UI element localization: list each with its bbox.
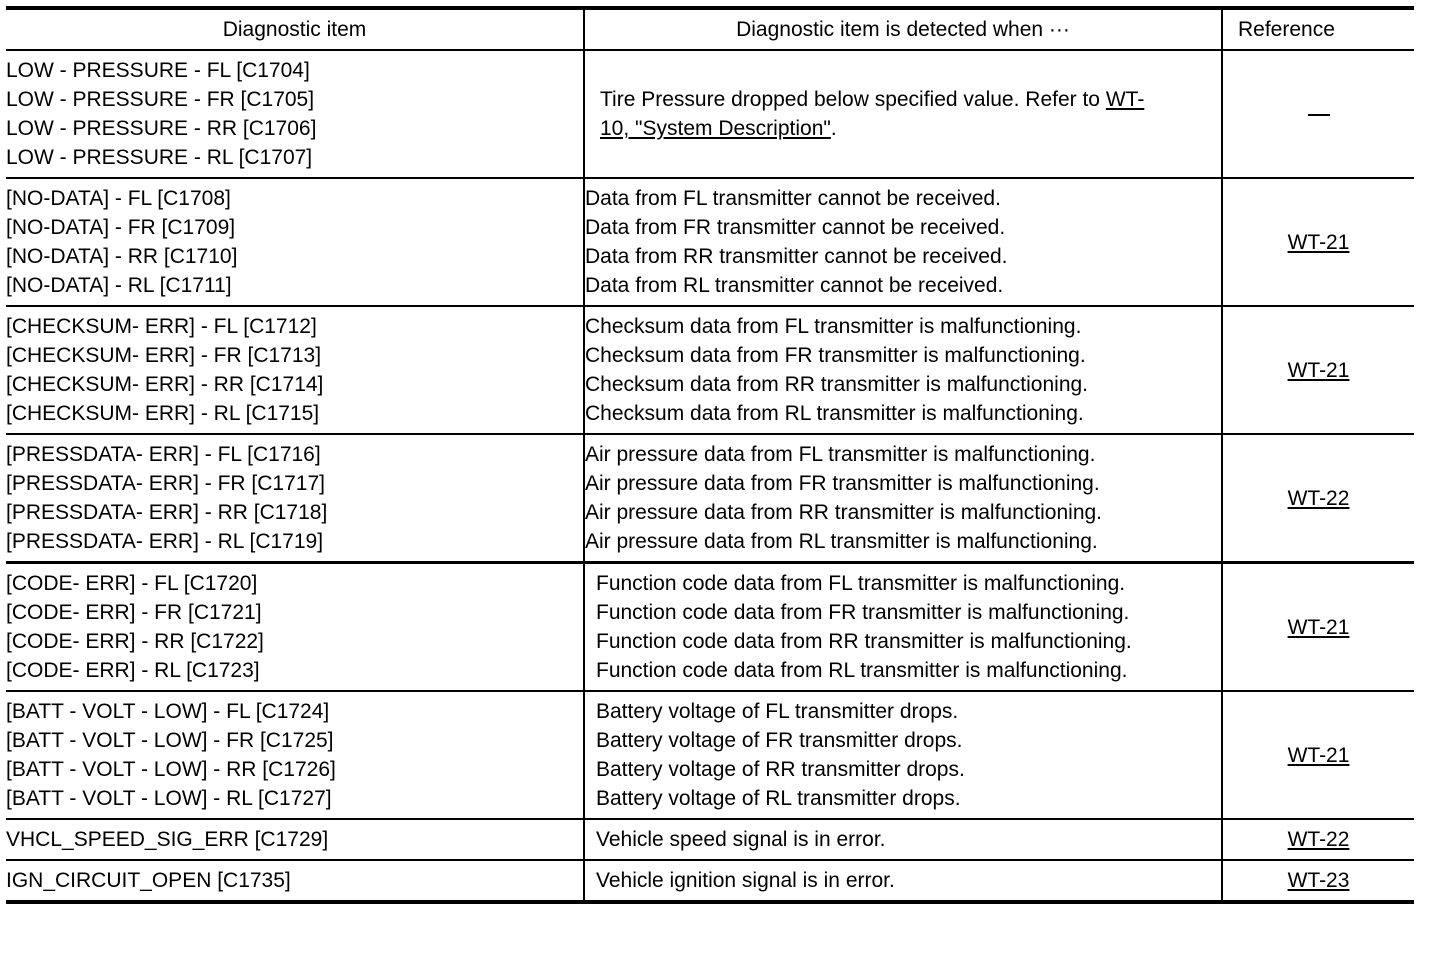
reference-link[interactable]: WT-22 (1287, 486, 1350, 510)
diagnostic-item: [BATT - VOLT - LOW] - FL [C1724] (6, 700, 330, 723)
diagnostic-item-cell (6, 434, 584, 563)
detection-text: Checksum data from RL transmitter is malfunctioning. (585, 402, 1084, 425)
detection-text: Function code data from FR transmitter is malfunctioning. (596, 601, 1130, 624)
detection-text-main: Tire Pressure dropped below specified value. Refer to (600, 88, 1106, 111)
reference-link[interactable]: WT-23 (1287, 869, 1350, 892)
reference-cell (1222, 819, 1414, 860)
detection-text: Battery voltage of RL transmitter drops. (596, 787, 961, 810)
detection-cell (584, 819, 1222, 860)
header-reference: Reference (1222, 8, 1414, 50)
diagnostic-item: [CHECKSUM- ERR] - FR [C1713] (6, 344, 322, 367)
reference-link[interactable]: WT-22 (1287, 828, 1350, 851)
detection-text: Air pressure data from RR transmitter is malfunctioning. (585, 501, 1103, 524)
reference-link[interactable]: WT-21 (1287, 230, 1350, 254)
detection-text: Battery voltage of FL transmitter drops. (596, 700, 959, 723)
diagnostic-item: [NO-DATA] - FL [C1708] (6, 187, 231, 210)
detection-text: Function code data from FL transmitter is malfunctioning. (596, 572, 1126, 595)
diagnostic-item: [BATT - VOLT - LOW] - RL [C1727] (6, 787, 332, 810)
diagnostic-item: [CODE- ERR] - RL [C1723] (6, 659, 260, 682)
table-row (6, 819, 1414, 860)
table-row (6, 306, 1414, 434)
reference-cell (1222, 178, 1414, 306)
diagnostic-item-cell (6, 860, 584, 902)
diagnostic-item: [CODE- ERR] - FR [C1721] (6, 601, 262, 624)
diagnostic-item-cell (6, 178, 584, 306)
diagnostic-item: [NO-DATA] - RL [C1711] (6, 274, 232, 297)
detection-text: Air pressure data from FR transmitter is malfunctioning. (585, 472, 1100, 495)
reference-cell (1222, 691, 1414, 819)
system-description-link[interactable]: WT- (1105, 88, 1145, 111)
detection-text-cont (600, 114, 1221, 143)
diagnostic-item: LOW - PRESSURE - RL [C1707] (6, 146, 313, 169)
table-row (6, 50, 1414, 178)
diagnostic-item: [CODE- ERR] - RR [C1722] (6, 630, 264, 653)
diagnostic-item: LOW - PRESSURE - FR [C1705] (6, 88, 315, 111)
detection-cell (584, 691, 1222, 819)
detection-text: Data from FL transmitter cannot be received. (585, 187, 1001, 210)
detection-text: Data from RL transmitter cannot be received. (585, 274, 1004, 297)
diagnostic-item: VHCL_SPEED_SIG_ERR [C1729] (6, 828, 329, 851)
diagnostic-item: [PRESSDATA- ERR] - FL [C1716] (6, 443, 321, 466)
detection-cell (584, 860, 1222, 902)
detection-text: Data from FR transmitter cannot be received. (585, 216, 1006, 239)
detection-text: Battery voltage of FR transmitter drops. (596, 729, 963, 752)
diagnostic-table (6, 6, 1414, 904)
reference-cell (1222, 434, 1414, 563)
diagnostic-item: [PRESSDATA- ERR] - RL [C1719] (6, 530, 324, 553)
diagnostic-item: [NO-DATA] - FR [C1709] (6, 216, 236, 239)
detection-text: Air pressure data from FL transmitter is malfunctioning. (585, 443, 1096, 466)
detection-cell (584, 306, 1222, 434)
reference-link[interactable]: WT-21 (1287, 743, 1350, 767)
header-row (6, 8, 1414, 50)
detection-text: Vehicle ignition signal is in error. (596, 869, 895, 892)
detection-text: Function code data from RR transmitter is malfunctioning. (596, 630, 1132, 653)
diagnostic-item: [CHECKSUM- ERR] - RR [C1714] (6, 373, 324, 396)
detection-text: Checksum data from FL transmitter is malfunctioning. (585, 315, 1082, 338)
header-detected-when: Diagnostic item is detected when ··· (584, 8, 1222, 50)
diagnostic-item: [BATT - VOLT - LOW] - RR [C1726] (6, 758, 336, 781)
diagnostic-item-cell (6, 819, 584, 860)
detection-text: Function code data from RL transmitter is malfunctioning. (596, 659, 1128, 682)
reference-link[interactable]: WT-21 (1287, 615, 1350, 639)
detection-text: Checksum data from RR transmitter is malfunctioning. (585, 373, 1089, 396)
reference-cell (1222, 50, 1414, 178)
diagnostic-item: [CHECKSUM- ERR] - FL [C1712] (6, 315, 317, 338)
diagnostic-item: [PRESSDATA- ERR] - RR [C1718] (6, 501, 328, 524)
diagnostic-item: LOW - PRESSURE - RR [C1706] (6, 117, 317, 140)
reference-link[interactable]: WT-21 (1287, 358, 1350, 382)
detection-text: Air pressure data from RL transmitter is malfunctioning. (585, 530, 1098, 553)
reference-cell (1222, 306, 1414, 434)
detection-text (600, 85, 1221, 114)
detection-text-end: . (830, 117, 837, 140)
table-row (6, 178, 1414, 306)
detection-text: Battery voltage of RR transmitter drops. (596, 758, 965, 781)
diagnostic-item: IGN_CIRCUIT_OPEN [C1735] (6, 869, 291, 892)
diagnostic-item-cell (6, 691, 584, 819)
diagnostic-item-cell (6, 563, 584, 692)
diagnostic-item: [CODE- ERR] - FL [C1720] (6, 572, 258, 595)
diagnostic-item-cell (6, 50, 584, 178)
table-row (6, 563, 1414, 692)
reference-cell (1222, 563, 1414, 692)
reference-none-dash (1308, 114, 1330, 116)
detection-text: Vehicle speed signal is in error. (596, 828, 886, 851)
detection-text: Data from RR transmitter cannot be received. (585, 245, 1008, 268)
detection-cell (584, 50, 1222, 178)
diagnostic-item: LOW - PRESSURE - FL [C1704] (6, 59, 310, 82)
header-diagnostic-item: Diagnostic item (6, 8, 584, 50)
diagnostic-item-cell (6, 306, 584, 434)
detection-text: Checksum data from FR transmitter is malfunctioning. (585, 344, 1086, 367)
diagnostic-item: [NO-DATA] - RR [C1710] (6, 245, 238, 268)
reference-cell (1222, 860, 1414, 902)
diagnostic-item: [BATT - VOLT - LOW] - FR [C1725] (6, 729, 334, 752)
table-row (6, 434, 1414, 563)
table-row (6, 860, 1414, 902)
detection-cell (584, 178, 1222, 306)
table-row (6, 691, 1414, 819)
diagnostic-item: [PRESSDATA- ERR] - FR [C1717] (6, 472, 325, 495)
detection-cell (584, 563, 1222, 692)
system-description-link-cont[interactable]: 10, "System Description" (600, 117, 831, 140)
diagnostic-item: [CHECKSUM- ERR] - RL [C1715] (6, 402, 320, 425)
detection-cell (584, 434, 1222, 563)
